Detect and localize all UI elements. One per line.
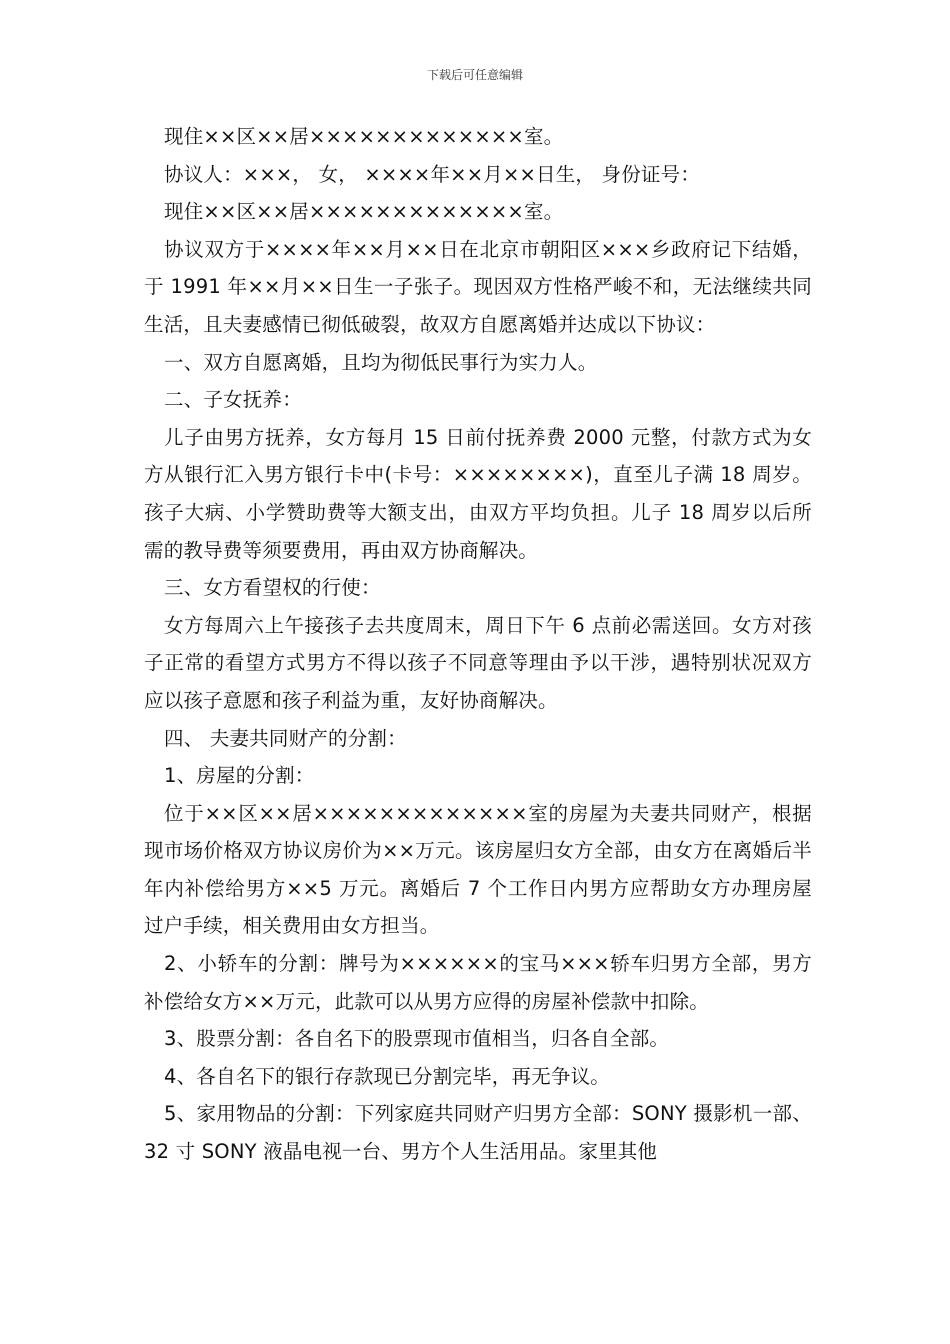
paragraph-8: 三、女方看望权的行使：	[164, 576, 381, 600]
paragraph-2: 协议人：×××， 女， ××××年××月××日生， 身份证号：	[164, 162, 701, 186]
paragraph-11: 1、房屋的分割：	[164, 764, 315, 788]
paragraph-15: 4、各自名下的银行存款现已分割完毕，再无争议。	[164, 1064, 611, 1088]
document-body	[144, 118, 812, 1171]
paragraph-7: 儿子由男方抚养，女方每月 15 日前付抚养费 2000 元整，付款方式为女方从银行汇入男方银行卡中(卡号：××××××××)，直至儿子满 18 周岁。孩子大病、小学赞助费等大额支出，由双方平均负担。儿子 18 周岁以后所需的教导费等须要费用，再由双方协商解决。	[144, 425, 812, 562]
paragraph-12: 位于××区××居×××××××××××××室的房屋为夫妻共同财产，根据现市场价格双方协议房价为××万元。该房屋归女方全部，由女方在离婚后半年内补偿给男方××5 万元。离婚后 7 个工作日内男方应帮助女方办理房屋过户手续，相关费用由女方担当。	[144, 801, 812, 938]
paragraph-13: 2、小轿车的分割：牌号为××××××的宝马×××轿车归男方全部，男方补偿给女方××万元，此款可以从男方应得的房屋补偿款中扣除。	[144, 952, 812, 1013]
paragraph-10: 四、 夫妻共同财产的分割：	[164, 726, 407, 750]
paragraph-4: 协议双方于××××年××月××日在北京市朝阳区×××乡政府记下结婚，于 1991 年××月××日生一子张子。现因双方性格严峻不和，无法继续共同生活，且夫妻感情已彻低破裂，故双方自愿离婚并达成以下协议：	[144, 237, 812, 336]
paragraph-16: 5、家用物品的分割：下列家庭共同财产归男方全部：SONY 摄影机一部、32 寸 SONY 液晶电视一台、男方个人生活用品。家里其他	[144, 1102, 812, 1164]
paragraph-9: 女方每周六上午接孩子去共度周末，周日下午 6 点前必需送回。女方对孩子正常的看望方式男方不得以孩子不同意等理由予以干涉，遇特别状况双方应以孩子意愿和孩子利益为重，友好协商解决。	[144, 613, 812, 712]
paragraph-14: 3、股票分割：各自名下的股票现市值相当，归各自全部。	[164, 1027, 670, 1051]
paragraph-1: 现住××区××居×××××××××××××室。	[164, 125, 564, 148]
paragraph-5: 一、双方自愿离婚，且均为彻低民事行为实力人。	[164, 350, 598, 374]
header-note: 下载后可任意编辑	[426, 68, 523, 82]
paragraph-6: 二、子女抚养：	[164, 388, 302, 412]
paragraph-3: 现住××区××居×××××××××××××室。	[164, 200, 564, 224]
